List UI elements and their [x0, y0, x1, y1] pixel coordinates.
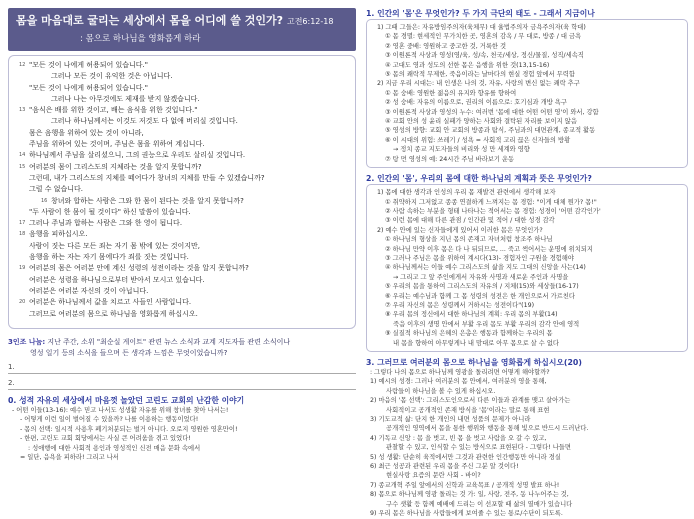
section0-line: - 어떻게 이런 일이 벌어질 수 있을까? 나를 이용하는 행동이었다! — [20, 416, 199, 424]
section0-line: = 일단, 음욕을 피하라! 그리고 나서 — [20, 454, 119, 462]
verse-number: 15 — [19, 163, 26, 170]
section2-line: ② 사람 속하는 부분을 형태 나타나는 적어서는 몸 경험: 성경이 '어떤 감각인가' — [385, 207, 601, 215]
scripture-verse — [19, 196, 347, 207]
section3-line: 공개적인 영역에서 몸을 통한 행위와 행동을 통해 빛으로 반드시 드러난다. — [386, 425, 589, 433]
verse-text: 음행을 하는 자는 자기 몸에다가 죄를 짓는 것입니다. — [29, 253, 189, 262]
intro-question-label: 3인조 나눔: — [8, 338, 46, 346]
section3-line: 사회적이고 공개적인 존재 방식을 '몸'이라는 말로 통해 표현 — [386, 406, 550, 414]
verse-text: 여러분의 몸이 그리스도의 지체라는 것을 알지 못합니까? — [29, 162, 202, 171]
banner-reference: 고전6:12-18 — [286, 17, 334, 26]
verse-text: 그러나 나는 아무것에도 제재를 받지 않겠습니다. — [51, 94, 200, 103]
scripture-verse — [19, 128, 347, 139]
section2-line: ① 취약하지 그저없고 종종 연결하게 느껴지는 몸 경험: "이게 대체 뭔가? 몸!" — [385, 198, 597, 206]
section3-line: 8) 몸으로 하나님께 영광 돌리는 것 가: 일, 사랑, 전주, 동 나누어주는 것, — [370, 491, 569, 499]
section2-line: ⑤ 우리의 몸을 통하여 그리스도의 자유의 / 지체(15)와 세상들(16-17) — [385, 283, 579, 291]
section3-line: 사람들이 하나님을 볼 수 있게 하십시오. — [386, 387, 496, 395]
section0-body — [8, 406, 356, 462]
section1-line: ⑥ 이 시대의 위험: 쓰레기 / 성욕 = 사회적 고리 끊은 신자들의 방황 — [385, 136, 571, 144]
answer-line-2[interactable] — [8, 376, 356, 390]
section3-line: 2) 마음의 '몸 선택': 그리스도인으로서 다른 이들과 관계를 맺고 살아가는 — [370, 397, 571, 405]
section1-line: ② 영혼 중배: 영원하고 중고한 것, 거룩한 것 — [385, 42, 507, 50]
section2-line: ⑥ 우리는 예수님과 함께 그 몸 성령의 성전은 한 개인으로서 가르친다 — [385, 292, 575, 300]
section3-line: 현실사랑 요즘의 문란 사회 - 바이? — [386, 472, 481, 480]
intro-question-line1: 지난 주간, 소위 "최순실 게이트" 관련 뉴스 소식과 교계 지도자들 관련 소식이나 — [45, 338, 291, 346]
scripture-verse — [19, 173, 347, 184]
verse-text: 주님을 위하여 있는 것이며, 주님은 몸을 위하여 계십니다. — [29, 140, 205, 149]
section0-line: - 몸의 선택: 일시적 사용후 폐기처분되는 벌거 아니다. 오로지 영원한 영혼만이! — [20, 425, 238, 433]
verse-number: 14 — [19, 152, 26, 159]
section1-line: ① 몸 경멸: 현세적인 무가치한 곳, 영혼의 감옥 / 무 대로, 방종 / 대 금욕 — [385, 33, 582, 41]
section2-line: ② 하나님 만약 이후 몸은 다 나 뒤되므로, ... 죽고 썩어서는 운명에 위치되지 — [385, 245, 593, 253]
verse-text: 여러분의 몸은 여러분 안에 계신 성령의 성전이라는 것을 알지 못합니까? — [29, 264, 249, 273]
verse-number: 17 — [19, 220, 26, 227]
section3-line: 7) 종교개혁 주일 앞에서의 신학과 교육목표 / 공개적 성명 발표 하나! — [370, 481, 560, 489]
section2-line: 2) 예수 안에 있는 신자들에게 있어서 이러한 몸은 무엇인가? — [377, 226, 543, 234]
section3-line: 관찰할 수 있고, 인식할 수 있는 방식으로 표현된다 - 그렇다! 나들면 — [386, 444, 571, 452]
verse-number: 20 — [19, 299, 26, 306]
section3-line: 구수 샛활 등 함께 예배에 드리는 이 선포할 때 삶의 열매가 있습니다 — [386, 500, 573, 508]
section3-line: 4) 기독교 신앙 : 몸 을 벗고, 빈 몸 을 벗고 사람을 오 갈 수 있고, — [370, 434, 547, 442]
scripture-verse — [19, 297, 347, 308]
verse-text: 그런데, 내가 그리스도의 지체를 떼어다가 창녀의 지체를 만들 수 있겠습니까? — [29, 173, 265, 182]
scripture-verse — [19, 83, 347, 94]
verse-text: 그러나 하나님께서는 이것도 저것도 다 없애 버리실 것입니다. — [51, 117, 238, 126]
section0-line: - 한편, 고린도 교회 회당에서는 사실 큰 어려움을 겪고 있었다! — [20, 435, 191, 443]
section1-line: ④ 교회 안의 성 윤리 실패가 양하는 사회와 결탁된 자리를 보이지 않음 — [385, 118, 577, 126]
verse-number: 19 — [19, 265, 26, 272]
verse-text: 몸은 음행을 위하여 있는 것이 아니라, — [29, 128, 144, 137]
banner-title: 몸을 마음대로 굴리는 세상에서 몸을 어디에 쓸 것인가? — [16, 14, 283, 27]
intro-question-line2: 영성 일기 등의 소식을 들으며 든 생각과 느낌은 무엇이었습니까? — [30, 348, 228, 357]
answer-line-1[interactable] — [8, 360, 356, 374]
section2-line: ⑧ 우리 몸의 정신에서 대한 하나님의 계획: 우리 몸의 부활(14) — [385, 311, 558, 319]
right-column — [366, 8, 688, 519]
verse-text: 여러분은 여러분 자신의 것이 아닙니다. — [29, 286, 149, 295]
scripture-verse — [19, 162, 347, 173]
section1-line: → 정치 종교 지도자들의 비리와 성 만 세계와 영향 — [393, 146, 530, 154]
scripture-verse — [19, 207, 347, 218]
section1-line: ② 성 숭배: 자유의 이름으로, 권리의 이름으로: 호기심과 개방 욕구 — [385, 99, 567, 107]
section2-line: 죽음 이후의 생명 안에서 부활 우리 몸도 부활 우리의 감각 안에 영적 — [393, 320, 580, 328]
section1-line: ⑤ 영성의 방향: 교회 안 교회의 방종과 탐식, 주님과의 대면관계, 종교적 활동 — [385, 127, 596, 135]
verse-number: 16 — [41, 197, 48, 204]
scripture-verse — [19, 309, 347, 320]
verse-text: "모든 것이 나에게 허용되어 있습니다." — [29, 83, 148, 92]
scripture-verse — [19, 184, 347, 195]
section2-title: 2. 인간의 '몸', 우리의 몸에 대한 하나님의 계획과 뜻은 무엇인가? — [366, 174, 592, 184]
section3-line: 3) 기도교적 삶: 단지 한 개인의 내면 성품의 문제가 아니라 — [370, 416, 531, 424]
verse-text: 여러분은 하나님께서 값을 치르고 사들인 사람입니다. — [29, 298, 192, 307]
scripture-verse — [19, 105, 347, 116]
scripture-verse — [19, 94, 347, 105]
section1-line: 1) 그때 그들은: 자유방임주의자(육체무) 대 율법주의자 금욕주의자(육 학대) — [377, 24, 586, 31]
section2-line: ⑨ 실질적 하나님의 은혜의 은총은 행동과 함께하는 우리의 몸 — [385, 330, 553, 338]
verse-number: 13 — [19, 107, 26, 114]
verse-text: 음행을 피하십시오. — [29, 230, 88, 239]
section3-line: 5) 성 생활: 단순히 육적에서만 그것과 관련한 인간행동만 아니라 경실 — [370, 453, 561, 461]
scripture-verse — [19, 286, 347, 297]
intro-question — [8, 337, 356, 358]
scripture-box — [8, 55, 356, 329]
section1-line: ③ 이원론적 사상과 영성의 누수: 여러번 '몸에 대한 어떤 어떤 영'이 와서, 강함 — [385, 108, 599, 116]
section1-line: ③ 이원론적 사상과 영성(영/육, 성/속, 천국/세상, 정신/물질, 성직/세속직 — [385, 52, 584, 60]
answer-line-1-label: 1. — [8, 363, 15, 371]
verse-text: "두 사람이 한 몸이 될 것이다" 하신 말씀이 있습니다. — [29, 207, 191, 216]
section1-line: 2) 지금 우리 시대는: 내 인생은 나의 것, 자유, 사랑의 변신 없는 쾌락 추구 — [377, 80, 580, 88]
left-column — [8, 8, 356, 462]
scripture-verse — [19, 71, 347, 82]
verse-text: "음식은 배를 위한 것이고, 배는 음식을 위한 것입니다." — [29, 106, 198, 115]
scripture-verse — [19, 116, 347, 127]
section0-line: : 성애행에 대한 사회적 용인과 영성적인 신전 매음 문화 속에서 — [28, 444, 201, 452]
title-banner — [8, 8, 356, 51]
section2-line: ① 하나님의 형상을 지닌 몸의 존재고 자녀처럼 창조주 하나님 — [385, 236, 553, 244]
section1-line: ④ 고대도 영과 성도의 선한 몸은 음행을 위한 것(13,15-16) — [385, 61, 550, 69]
scripture-verse — [19, 252, 347, 263]
scripture-verse — [19, 229, 347, 240]
section3-line: : 그렇다 나의 몸으로 하나님께 영광을 돌리려면 어떻게 해야할까? — [370, 369, 550, 376]
scripture-verse — [19, 218, 347, 229]
section2-line: → 그리고 그 앞 주인에게서 자유와 사명과 새로운 주인과 사명을 — [393, 273, 569, 281]
section1-box — [366, 19, 688, 168]
verse-text: 여러분은 성령을 하나님으로부터 받아서 모시고 있습니다. — [29, 275, 205, 284]
verse-text: 그러나 주님과 합하는 사람은 그와 한 영이 됩니다. — [29, 219, 183, 228]
section2-line: ③ 이런 몸에 대해 다른 관점 / 인간관 및 적어 / 대한 성경 감각 — [385, 217, 555, 225]
verse-text: 그러나 모든 것이 유익한 것은 아닙니다. — [51, 72, 173, 81]
section0-line: - 어떤 이들(13-16): 예수 믿고 나서도 성생활 자유를 위해 창녀를 찾아 나서는! — [12, 407, 229, 414]
scripture-verse — [19, 139, 347, 150]
section2-line: ⑦ 우리 자신의 몸은 성령께서 거하시는 성전이다"(19) — [385, 301, 535, 309]
verse-text: "모든 것이 나에게 허용되어 있습니다." — [29, 61, 148, 69]
section3-line: 9) 우리 몸은 하나님을 사람들에게 보여줄 수 있는 통로/수단이 되도록. — [370, 510, 563, 518]
verse-text: 하나님께서 주님을 살리셨으니, 그의 권능으로 우리도 살리실 것입니다. — [29, 151, 246, 160]
section3-title: 3. 그러므로 여러분의 몸으로 하나님을 영화롭게 하십시오(20) — [366, 358, 582, 367]
scripture-verse — [19, 60, 347, 71]
scripture-verse — [19, 241, 347, 252]
verse-text: 그러므로 여러분의 몸으로 하나님을 영화롭게 하십시오. — [29, 309, 198, 318]
section1-line: ⑦ 탕 먼 영성의 예: 24시간 주님 바라보기 운동 — [385, 155, 515, 163]
verse-text: 창녀와 합하는 사람은 그와 한 몸이 된다는 것을 알지 못합니까? — [51, 196, 244, 205]
verse-number: 12 — [19, 62, 26, 68]
verse-text: 사람이 짓는 다른 모든 죄는 자기 몸 밖에 있는 것이지만, — [29, 241, 201, 250]
answer-line-2-label: 2. — [8, 379, 15, 387]
section3-line: 1) 예시의 성경: 그러나 여러분의 몸 안에서, 여러분의 영을 통해, — [370, 378, 547, 386]
scripture-verse — [19, 150, 347, 161]
section0-title: 0. 성적 자유의 세상에서 마음껏 놀았던 고린도 교회의 난감한 이야기 — [8, 396, 245, 405]
section2-line: 내 몸을 향하여 아무렇게나 내 맘대로 아무 몸으로 살 수 없다 — [393, 339, 560, 347]
section2-box — [366, 184, 688, 352]
section1-line: ⑤ 몸의 쾌락적 무제한, 죽음이라는 날마다의 현실 경험 앞에서 무력함 — [385, 71, 575, 79]
section3-body — [366, 368, 688, 519]
section1-title: 1. 인간의 '몸'은 무엇인가? 두 가지 극단의 태도 - 그래서 지금이나 — [366, 9, 595, 18]
banner-title-row — [16, 14, 348, 29]
section2-line: ③ 그러나 주님은 몸을 위하여 계시다(13)- 경험자인 구원을 경험해야 — [385, 254, 574, 262]
section2-line: 1) 몸에 대한 생각과 인성의 우리 몸 재발견 관련에서 생각해 보자 — [377, 189, 556, 197]
banner-subtitle: : 몸으로 하나님을 영화롭게 하라 — [80, 34, 201, 44]
scripture-verse — [19, 275, 347, 286]
section3-line: 6) 최근 성공과 관련된 우리 몸을 주신 그분 알 것이다! — [370, 463, 519, 471]
section2-line: ④ 하나님께서는 이들 예수 그리스도의 삶을 지도 그대의 신앙을 사는(14) — [385, 264, 586, 272]
scripture-verse — [19, 263, 347, 274]
verse-text: 그럴 수 없습니다. — [29, 185, 84, 194]
section1-line: ① 몸 숭배: 영원한 젊음의 유지와 향유를 향하여 — [385, 89, 517, 97]
verse-number: 18 — [19, 231, 26, 238]
